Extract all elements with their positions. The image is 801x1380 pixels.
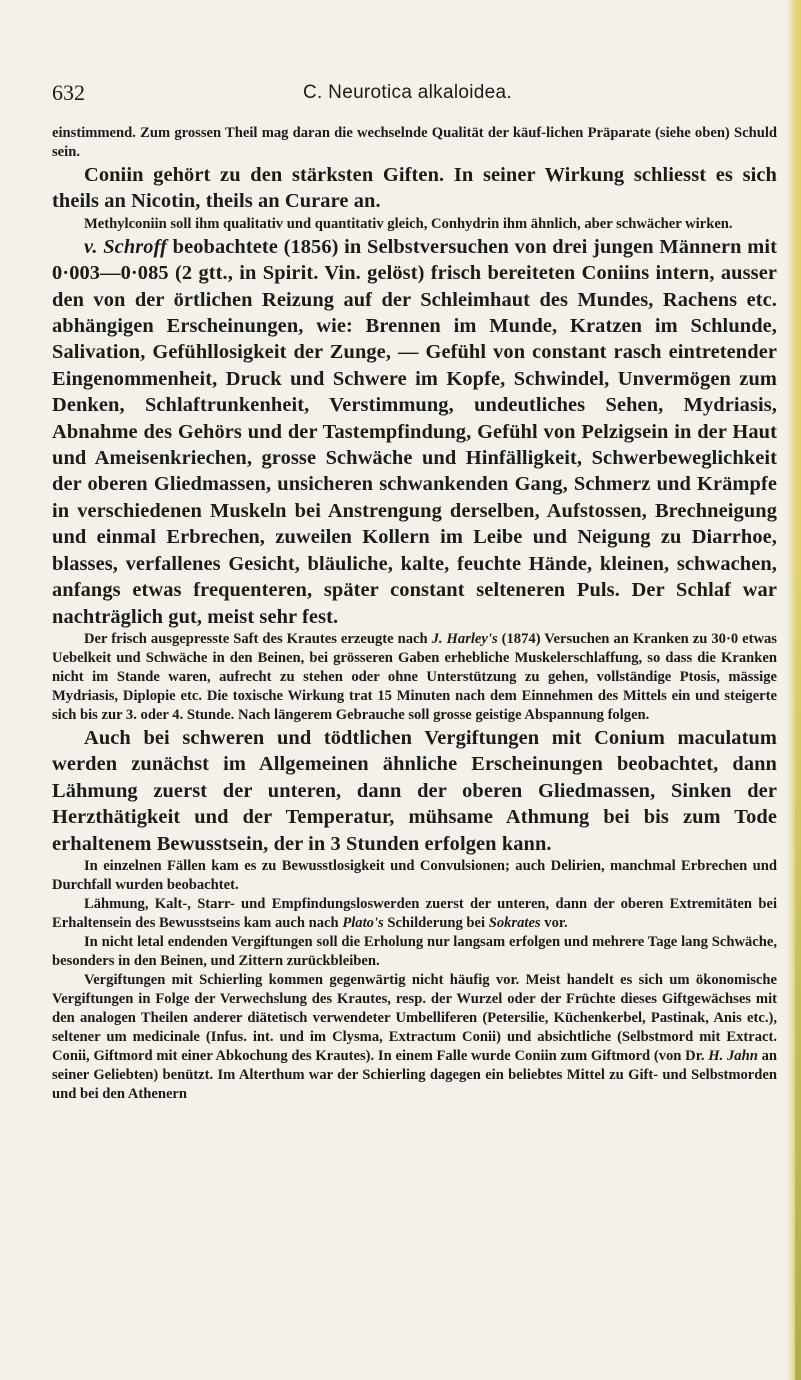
paragraph-3: Methylconiin soll ihm qualitativ und quantitativ gleich, Conhydrin ihm ähnlich, aber schwächer wirken. <box>84 215 733 232</box>
page-header <box>52 78 782 110</box>
paragraph-8 <box>52 895 777 933</box>
author-sokrates: Sokrates <box>488 914 541 931</box>
paragraph-10-post: an seiner Geliebten) benützt. Im Alterthum war der Schierling dagegen ein beliebtes Mittel zu Gift- und Selbstmorden und bei den Athenern <box>52 1047 777 1102</box>
book-spine-shadow <box>795 560 801 1380</box>
paragraph-5-pre: Der frisch ausgepresste Saft des Krautes erzeugte nach <box>84 630 428 647</box>
paragraph-5-text: (1874) Versuchen an Kranken zu 30·0 etwas Uebelkeit und Schwäche in den Beinen, bei grösseren Gaben erhebliche Muskelerschlaffung, so dass die Kranken nicht im Stande waren, aufrecht zu stehen oder ohne Unterstützung zu gehen, vollständige Ptosis, mässige Mydriasis, Diplopie etc. Die toxische Wirkung trat 15 Minuten nach dem Einnehmen des Mittels ein und steigerte sich bis zur 3. oder 4. Stunde. Nach längerem Gebrauche soll grosse geistige Abspannung folgen. <box>52 630 777 723</box>
running-head: C. Neurotica alkaloidea. <box>303 82 512 103</box>
paragraph-2: Coniin gehört zu den stärksten Giften. In seiner Wirkung schliesst es sich theils an Nicotin, theils an Curare an. <box>52 164 777 213</box>
author-jahn: H. Jahn <box>708 1047 758 1064</box>
paragraph-8-post: vor. <box>544 914 568 931</box>
paragraph-4 <box>52 234 777 630</box>
paragraph-7: In einzelnen Fällen kam es zu Bewusstlosigkeit und Convulsionen; auch Delirien, manchmal Erbrechen und Durchfall wurden beobachtet. <box>52 857 777 893</box>
paragraph-10-pre: Vergiftungen mit Schierling kommen gegenwärtig nicht häufig vor. Meist handelt es sich um ökonomische Vergiftungen in Folge der Verwechslung des Krautes, resp. der Wurzel oder der Früchte dieses Giftgewächses mit den analogen Theilen anderer diätetisch verwendeter Umbelliferen (Petersilie, Küchenkerbel, Pastinak, Anis etc.), seltener um medicinale (Infus. int. und im Clysma, Extractum Conii) und absichtliche (Selbstmord mit Extract. Conii, Giftmord mit einer Abkochung des Krautes). In einem Falle wurde Coniin zum Giftmord (von Dr. <box>52 971 777 1064</box>
paragraph-6: Auch bei schweren und tödtlichen Vergiftungen mit Conium maculatum werden zunächst im Allgemeinen ähnliche Erscheinungen beobachtet, dann Lähmung zuerst der unteren, dann der oberen Gliedmassen, Sinken der Herzthätigkeit und der Temperatur, mühsame Athmung bei bis zum Tode erhaltenem Bewusstsein, der in 3 Stunden erfolgen kann. <box>52 726 777 855</box>
paragraph-10 <box>52 971 777 1104</box>
paragraph-4-text: beobachtete (1856) in Selbstversuchen von drei jungen Männern mit 0·003—0·085 (2 gtt., in Spirit. Vin. gelöst) frisch bereiteten Coniins intern, ausser den von der örtlichen Reizung auf der Schleimhaut des Mundes, Rachens etc. abhängigen Erscheinungen, wie: Brennen im Munde, Kratzen im Schlunde, Salivation, Gefühllosigkeit der Zunge, — Gefühl von constant rasch eintretender Eingenommenheit, Druck und Schwere im Kopfe, Schwindel, Unvermögen zum Denken, Schlaftrunkenheit, Verstimmung, undeutliches Sehen, Mydriasis, Abnahme des Gehörs und der Tastempfindung, Gefühl von Pelzigsein in der Haut und Ameisenkriechen, grosse Schwäche und Hinfälligkeit, Schwerbeweglichkeit der oberen Gliedmassen, unsicheren schwankenden Gang, Schmerz und Krämpfe in verschiedenen Muskeln bei Anstrengung derselben, Aufstossen, Brechneigung und einmal Erbrechen, zuweilen Kollern im Leibe und Neigung zu Diarrhoe, blasses, verfallenes Gesicht, bläuliche, kalte, feuchte Hände, kleinen, schwachen, anfangs etwas frequenteren, später constant selteneren Puls. Der Schlaf war nachträglich gut, meist sehr fest. <box>52 235 777 628</box>
page-body <box>52 124 777 1104</box>
author-schroff: v. Schroff <box>84 235 167 258</box>
paragraph-8-pre: Lähmung, Kalt-, Starr- und Empfindungsloswerden zuerst der unteren, dann der oberen Extremitäten bei Erhaltensein des Bewusstseins kam auch nach <box>52 895 777 931</box>
paragraph-1: einstimmend. Zum grossen Theil mag daran die wechselnde Qualität der käuf-lichen Präparate (siehe oben) Schuld sein. <box>52 125 777 160</box>
author-harley: J. Harley's <box>431 630 498 647</box>
paragraph-9: In nicht letal endenden Vergiftungen soll die Erholung nur langsam erfolgen und mehrere Tage lang Schwäche, besonders in den Beinen, und Zittern zurückbleiben. <box>52 933 777 969</box>
paragraph-8-mid: Schilderung bei <box>387 914 486 931</box>
author-plato: Plato's <box>342 914 384 931</box>
page-number: 632 <box>52 80 85 105</box>
paragraph-5 <box>52 630 777 725</box>
